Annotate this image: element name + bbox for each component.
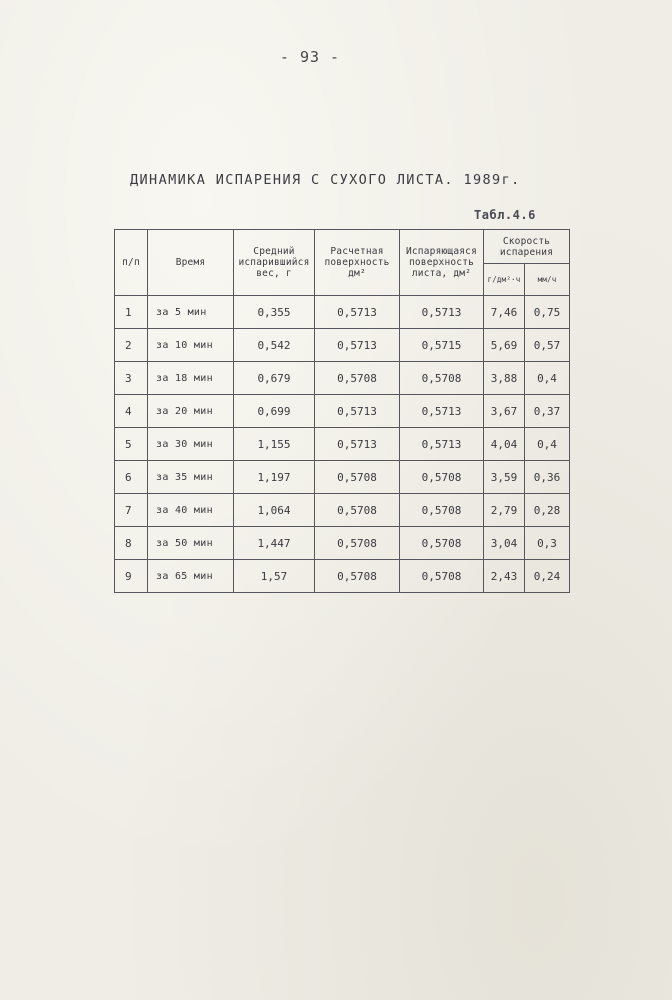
header-time: Время	[148, 230, 234, 296]
table-row	[115, 329, 570, 362]
header-speed-unit-2: мм/ч	[525, 264, 570, 296]
cell-time: за 30 мин	[148, 428, 234, 461]
cell-calc-surface: 0,5708	[315, 461, 400, 494]
cell-time: за 50 мин	[148, 527, 234, 560]
header-speed: Скорость испарения	[484, 230, 570, 264]
cell-num: 4	[115, 395, 148, 428]
cell-calc-surface: 0,5708	[315, 527, 400, 560]
cell-num: 7	[115, 494, 148, 527]
cell-evap-surface: 0,5713	[400, 395, 484, 428]
cell-speed-1: 3,88	[484, 362, 525, 395]
cell-weight: 1,197	[234, 461, 315, 494]
cell-time: за 18 мин	[148, 362, 234, 395]
cell-num: 1	[115, 296, 148, 329]
header-weight: Средний испарившийся вес, г	[234, 230, 315, 296]
cell-speed-1: 2,43	[484, 560, 525, 593]
cell-calc-surface: 0,5708	[315, 494, 400, 527]
document-title: ДИНАМИКА ИСПАРЕНИЯ С СУХОГО ЛИСТА. 1989г.	[130, 172, 521, 188]
cell-speed-2: 0,3	[525, 527, 570, 560]
header-num: п/п	[115, 230, 148, 296]
table-row	[115, 296, 570, 329]
cell-speed-2: 0,75	[525, 296, 570, 329]
table-row	[115, 362, 570, 395]
table-row	[115, 428, 570, 461]
cell-weight: 1,447	[234, 527, 315, 560]
cell-num: 6	[115, 461, 148, 494]
cell-speed-1: 4,04	[484, 428, 525, 461]
cell-weight: 1,155	[234, 428, 315, 461]
header-speed-unit-1: г/дм²·ч	[484, 264, 525, 296]
cell-weight: 0,699	[234, 395, 315, 428]
table-row	[115, 395, 570, 428]
cell-evap-surface: 0,5708	[400, 461, 484, 494]
cell-evap-surface: 0,5708	[400, 362, 484, 395]
cell-calc-surface: 0,5708	[315, 362, 400, 395]
cell-calc-surface: 0,5708	[315, 560, 400, 593]
table-row	[115, 461, 570, 494]
cell-speed-1: 3,04	[484, 527, 525, 560]
table-row	[115, 560, 570, 593]
page-number: - 93 -	[279, 48, 341, 66]
cell-speed-2: 0,24	[525, 560, 570, 593]
cell-speed-1: 7,46	[484, 296, 525, 329]
cell-weight: 1,064	[234, 494, 315, 527]
cell-speed-2: 0,36	[525, 461, 570, 494]
cell-weight: 0,542	[234, 329, 315, 362]
table-row	[115, 527, 570, 560]
table-row	[115, 494, 570, 527]
cell-calc-surface: 0,5713	[315, 329, 400, 362]
header-evap-surface: Испаряющаяся поверхность листа, дм²	[400, 230, 484, 296]
table-body	[115, 296, 570, 593]
cell-time: за 35 мин	[148, 461, 234, 494]
cell-speed-2: 0,37	[525, 395, 570, 428]
cell-speed-2: 0,4	[525, 428, 570, 461]
cell-time: за 40 мин	[148, 494, 234, 527]
cell-calc-surface: 0,5713	[315, 296, 400, 329]
cell-num: 8	[115, 527, 148, 560]
cell-weight: 0,355	[234, 296, 315, 329]
cell-time: за 5 мин	[148, 296, 234, 329]
cell-speed-2: 0,28	[525, 494, 570, 527]
table-reference: Табл.4.6	[474, 208, 536, 222]
cell-calc-surface: 0,5713	[315, 395, 400, 428]
cell-evap-surface: 0,5713	[400, 428, 484, 461]
cell-speed-1: 5,69	[484, 329, 525, 362]
cell-evap-surface: 0,5713	[400, 296, 484, 329]
table-header	[115, 230, 570, 296]
cell-num: 2	[115, 329, 148, 362]
cell-speed-2: 0,57	[525, 329, 570, 362]
cell-evap-surface: 0,5708	[400, 560, 484, 593]
cell-weight: 1,57	[234, 560, 315, 593]
cell-speed-2: 0,4	[525, 362, 570, 395]
cell-evap-surface: 0,5715	[400, 329, 484, 362]
cell-weight: 0,679	[234, 362, 315, 395]
cell-speed-1: 3,67	[484, 395, 525, 428]
header-calc-surface: Расчетная поверхность дм²	[315, 230, 400, 296]
cell-evap-surface: 0,5708	[400, 527, 484, 560]
cell-evap-surface: 0,5708	[400, 494, 484, 527]
cell-num: 5	[115, 428, 148, 461]
cell-time: за 65 мин	[148, 560, 234, 593]
cell-calc-surface: 0,5713	[315, 428, 400, 461]
cell-time: за 20 мин	[148, 395, 234, 428]
cell-speed-1: 2,79	[484, 494, 525, 527]
cell-speed-1: 3,59	[484, 461, 525, 494]
cell-time: за 10 мин	[148, 329, 234, 362]
evaporation-table	[114, 229, 570, 593]
cell-num: 9	[115, 560, 148, 593]
cell-num: 3	[115, 362, 148, 395]
